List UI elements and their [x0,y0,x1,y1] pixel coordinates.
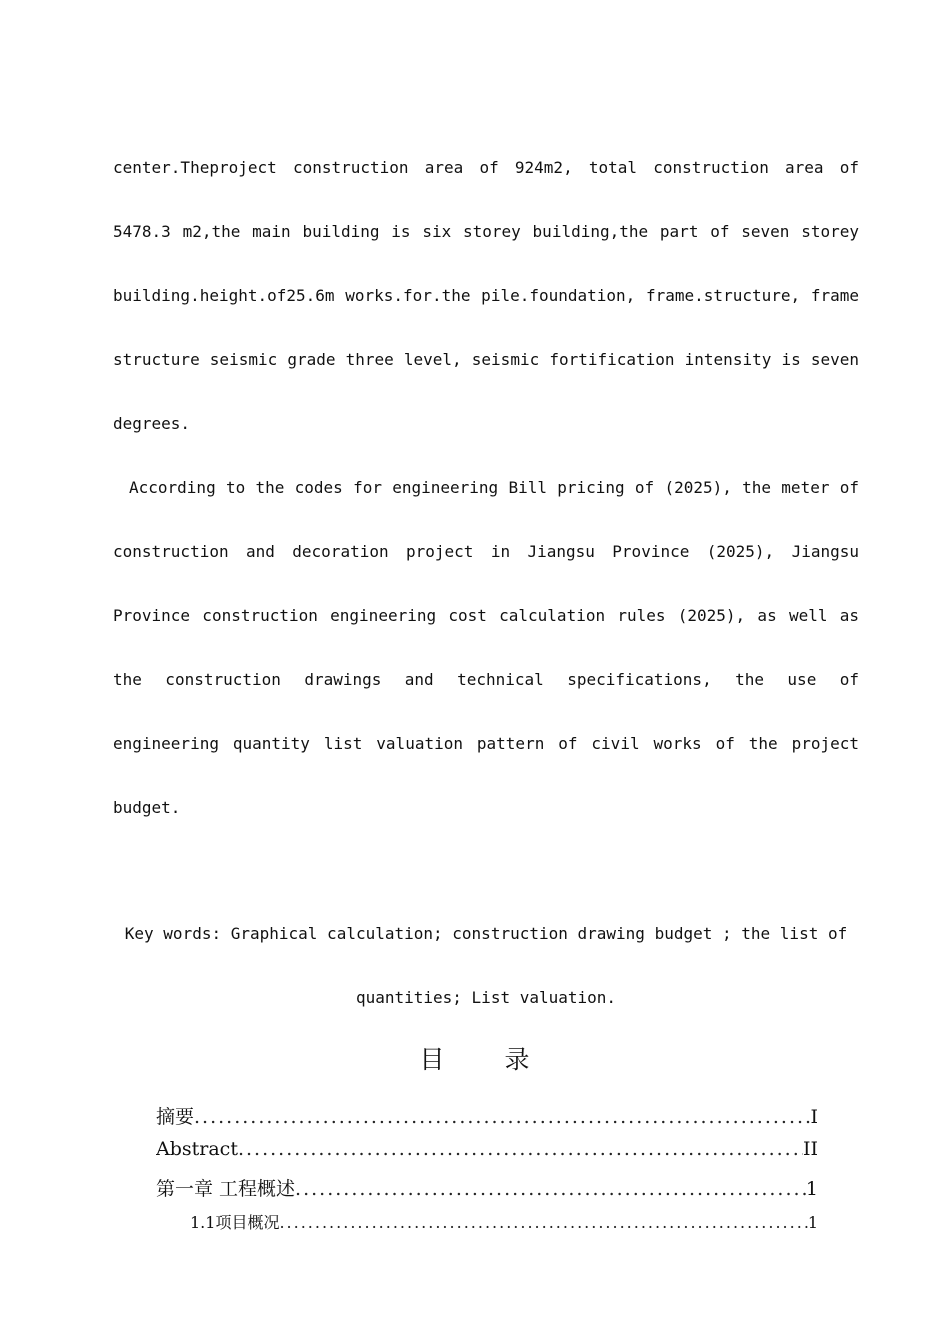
toc-entry-label: Abstract [156,1138,238,1160]
abstract-paragraph-2: According to the codes for engineering Bill pricing of (2025), the meter of construction and decoration project in Jiangsu Province (2025), Jiangsu Province construction engineering cost calculation rules (2025), as well as the construction drawings and technical specifications, the use of engineering quantity list valuation pattern of civil works of the project budget. [113,478,859,817]
abstract-body [113,136,859,840]
toc-entry-page: II [802,1138,818,1160]
toc-leader-dots [295,1178,806,1200]
abstract-paragraph-1: center.Theproject construction area of 924m2, total construction area of 5478.3 m2,the main building is six storey building,the part of seven storey building.height.of25.6m works.for.the pile.foundation, frame.structure, frame structure seismic grade three level, seismic fortification intensity is seven degrees. [113,158,859,433]
table-of-contents [156,1102,818,1246]
toc-entry-page: I [810,1106,818,1128]
toc-entry-page: 1 [805,1178,818,1200]
toc-title: 目 录 [419,1045,556,1074]
keywords-section [113,902,859,1030]
toc-entry-abstract-en[interactable] [156,1138,818,1174]
toc-entry-label: 1.1项目概况 [190,1213,280,1232]
toc-leader-dots [194,1106,810,1128]
toc-entry-label: 摘要 [156,1106,195,1128]
toc-entry-page: 1 [807,1213,818,1232]
toc-leader-dots [238,1138,803,1160]
toc-entry-chapter-1[interactable] [156,1174,818,1210]
toc-entry-abstract-cn[interactable] [156,1102,818,1138]
toc-entry-section-1-1[interactable] [156,1210,818,1246]
toc-entry-label: 第一章 工程概述 [156,1178,296,1200]
keywords-text: Key words: Graphical calculation; construction drawing budget ; the list of quantities; List valuation. [124,924,848,1007]
toc-leader-dots [279,1213,807,1232]
